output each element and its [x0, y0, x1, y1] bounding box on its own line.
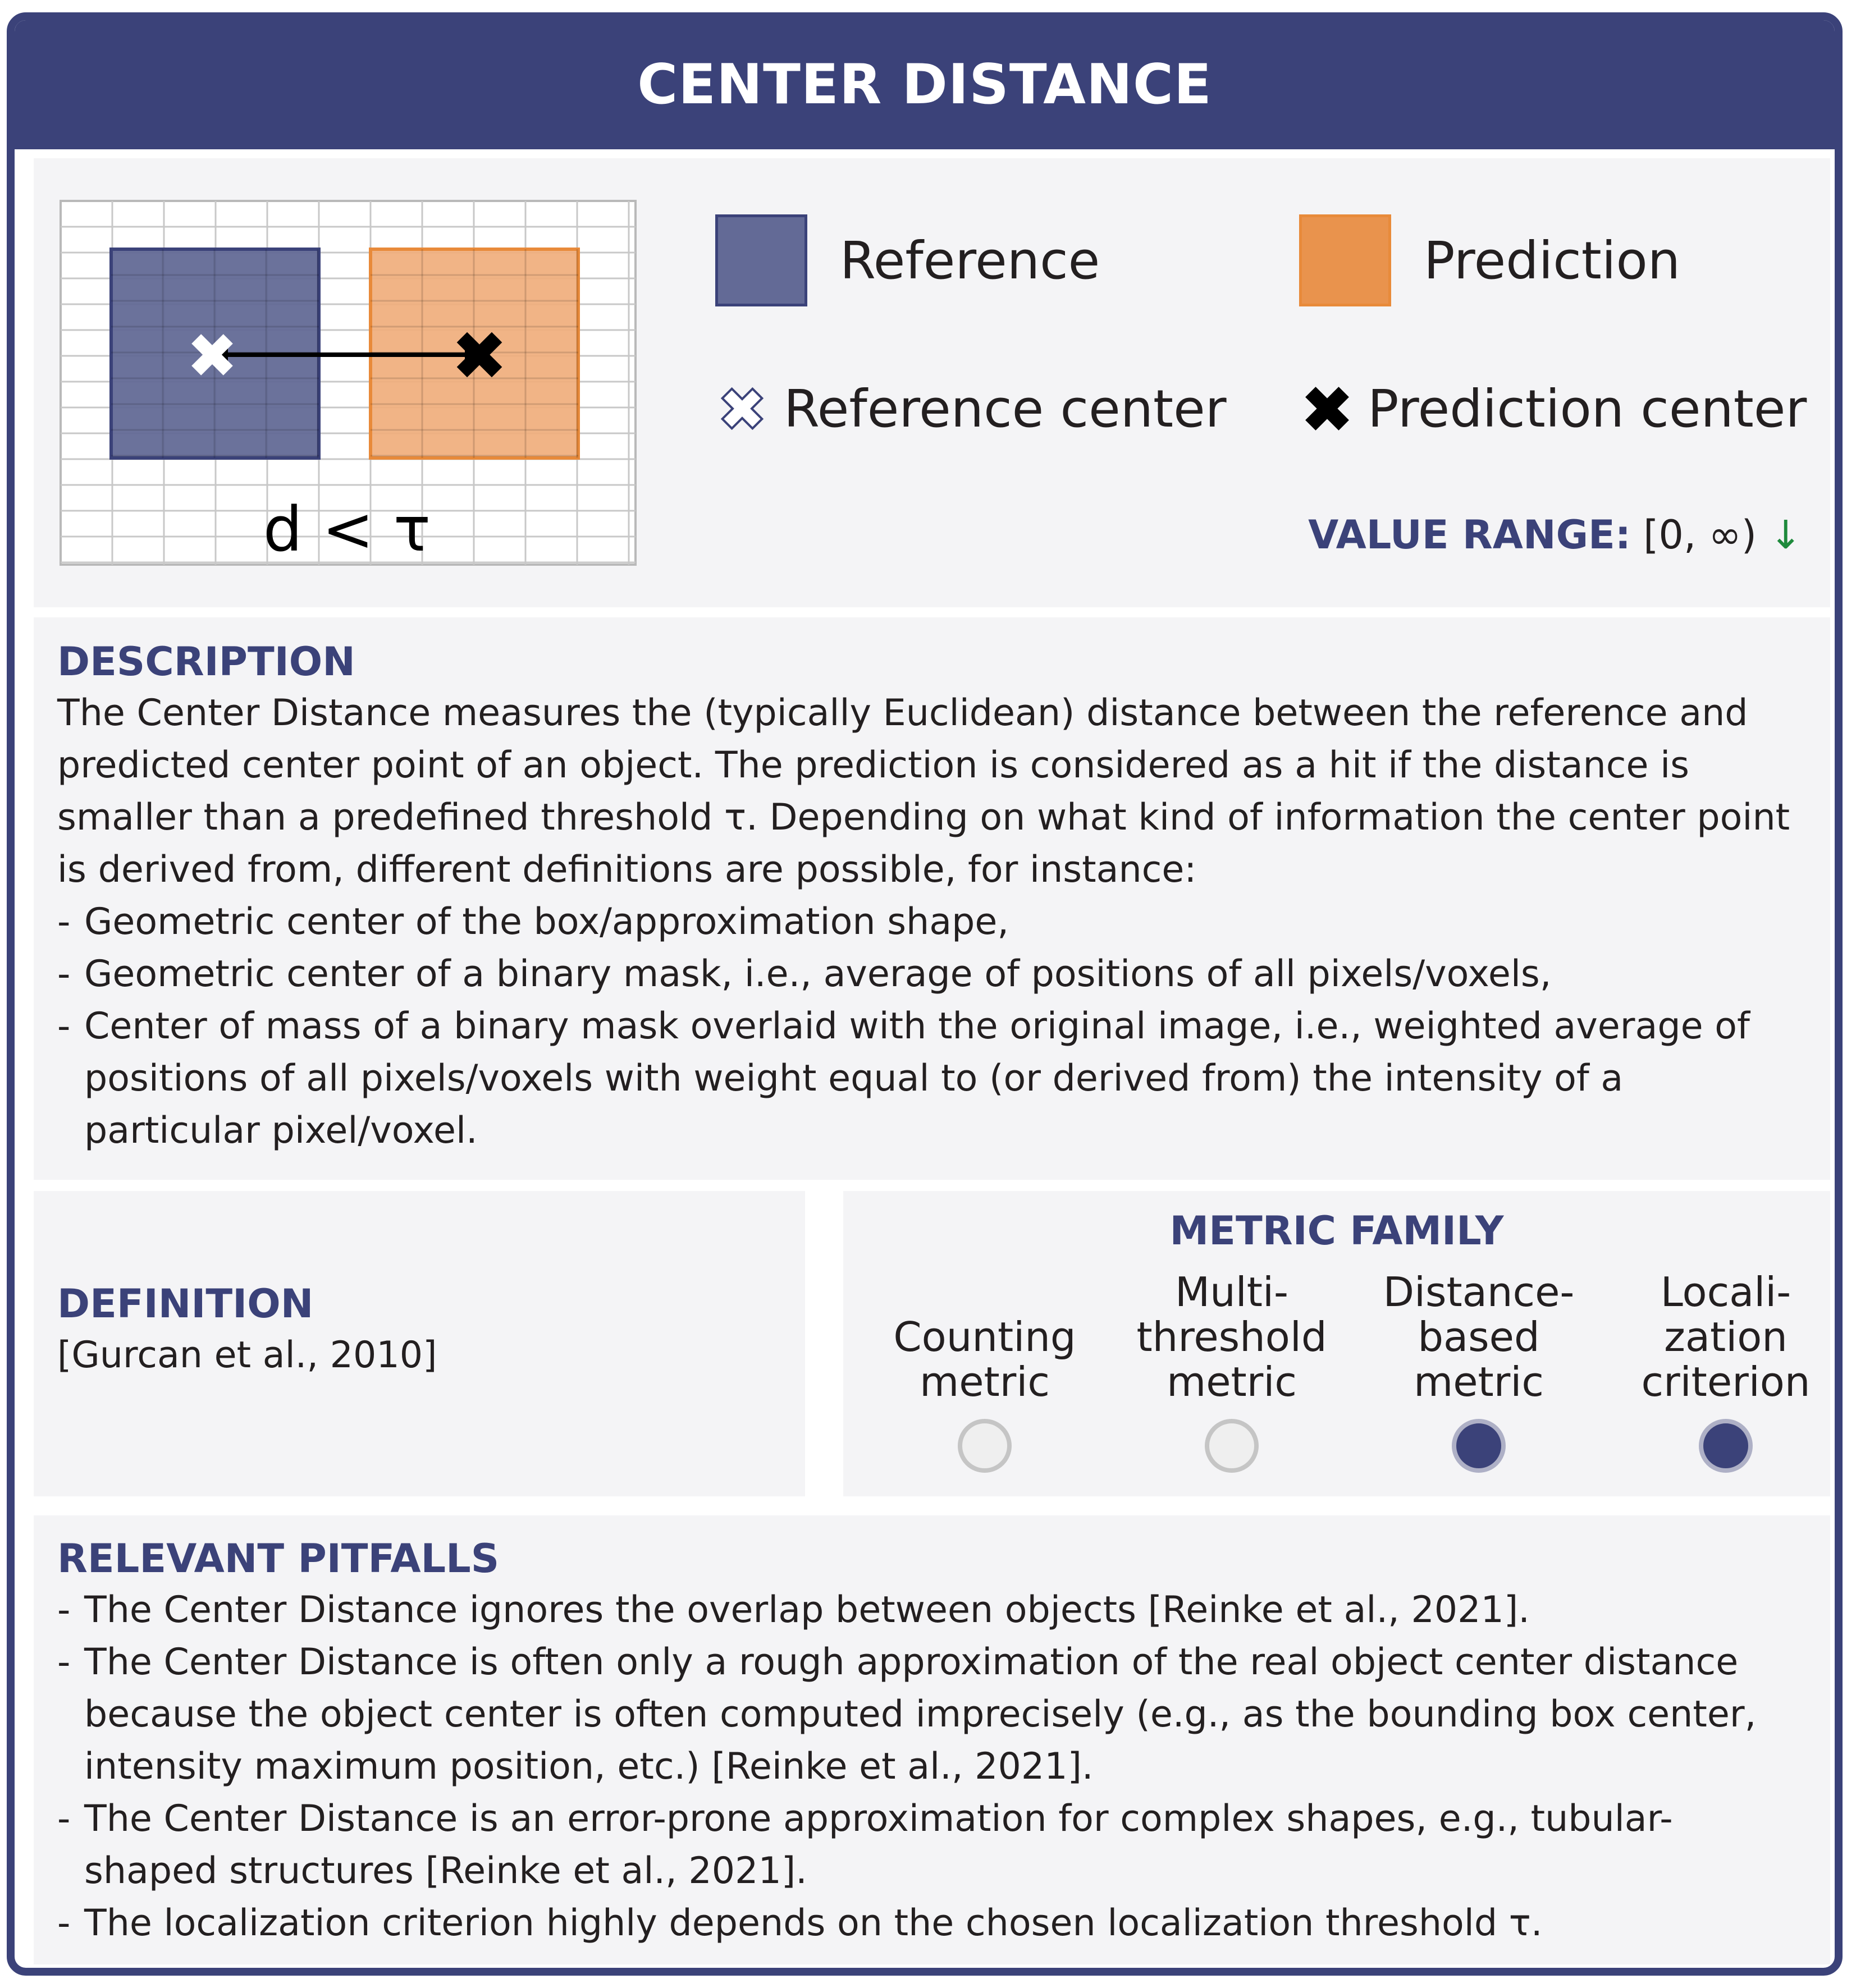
pitfall-item: - The Center Distance is an error-prone approximation for complex shapes, e.g., tubular-shaped structures [Reinke et al., 2021]. [57, 1793, 1803, 1897]
metric-family-option-label: Locali- zation criterion [1641, 1268, 1811, 1405]
legend-reference: Reference [840, 231, 1100, 291]
metric-family-option [1619, 1270, 1832, 1473]
definition-reference: [Gurcan et al., 2010] [57, 1334, 437, 1376]
description-list [57, 896, 1803, 1157]
description-heading: DESCRIPTION [57, 639, 355, 685]
value-range-label: VALUE RANGE: [1308, 512, 1631, 558]
metric-family-option [1372, 1270, 1585, 1473]
reference-swatch [715, 214, 807, 306]
pitfall-item: - The Center Distance ignores the overlap between objects [Reinke et al., 2021]. [57, 1584, 1803, 1636]
description-list-item: - Geometric center of the box/approximation shape, [57, 896, 1803, 948]
down-arrow-icon: ↓ [1769, 512, 1802, 558]
description-paragraph: The Center Distance measures the (typically Euclidean) distance between the reference and predicted center point of an object. The prediction is considered as a hit if the distance is smaller than a predefined threshold τ. Depending on what kind of information the center point is derived from, different definitions are possible, for instance: [57, 692, 1790, 891]
center-distance-diagram [60, 200, 638, 566]
metric-family-indicator [1205, 1419, 1259, 1473]
metric-card [7, 12, 1843, 1976]
definition-panel [34, 1191, 805, 1496]
metric-family-indicator [958, 1419, 1012, 1473]
prediction-swatch [1299, 214, 1391, 306]
description-panel [34, 617, 1830, 1180]
threshold-formula: d < τ [263, 493, 431, 565]
metric-family-option-label: Distance- based metric [1383, 1268, 1575, 1405]
card-title: CENTER DISTANCE [637, 53, 1212, 117]
legend-prediction: Prediction [1424, 231, 1681, 291]
metric-family-indicator [1452, 1419, 1506, 1473]
title-bar [15, 20, 1835, 149]
legend-reference-center: Reference center [784, 379, 1227, 439]
pitfalls-panel [34, 1515, 1830, 1964]
metric-family-option [878, 1270, 1091, 1473]
pitfall-item: - The localization criterion highly depends on the chosen localization threshold τ. [57, 1897, 1803, 1949]
legend-prediction-center: Prediction center [1368, 379, 1807, 439]
description-list-item: - Geometric center of a binary mask, i.e., average of positions of all pixels/voxels, [57, 948, 1803, 1000]
description-body [57, 687, 1803, 1157]
pitfalls-list [57, 1584, 1803, 1949]
pitfalls-body [57, 1584, 1803, 1949]
metric-family-heading: METRIC FAMILY [1169, 1208, 1504, 1254]
illustration-panel [34, 158, 1830, 607]
definition-heading: DEFINITION [57, 1281, 314, 1327]
metric-family-option-label: Multi- threshold metric [1136, 1268, 1327, 1405]
metric-family-option [1125, 1270, 1338, 1473]
metric-family-indicator [1699, 1419, 1753, 1473]
description-list-item: - Center of mass of a binary mask overlaid with the original image, i.e., weighted average of positions of all pixels/voxels with weight equal to (or derived from) the intensity of a particular pixel/voxel. [57, 1000, 1803, 1157]
value-range [1308, 512, 1802, 558]
value-range-value: [0, ∞) [1643, 512, 1757, 558]
metric-family-option-label: Counting metric [893, 1313, 1076, 1405]
pitfall-item: - The Center Distance is often only a rough approximation of the real object center distance because the object center is often computed imprecisely (e.g., as the bounding box center, intensity maximum position, etc.) [Reinke et al., 2021]. [57, 1636, 1803, 1793]
pitfalls-heading: RELEVANT PITFALLS [57, 1536, 500, 1582]
metric-family-panel [843, 1191, 1830, 1496]
reference-center-icon [716, 383, 768, 434]
prediction-center-icon [1301, 383, 1353, 434]
